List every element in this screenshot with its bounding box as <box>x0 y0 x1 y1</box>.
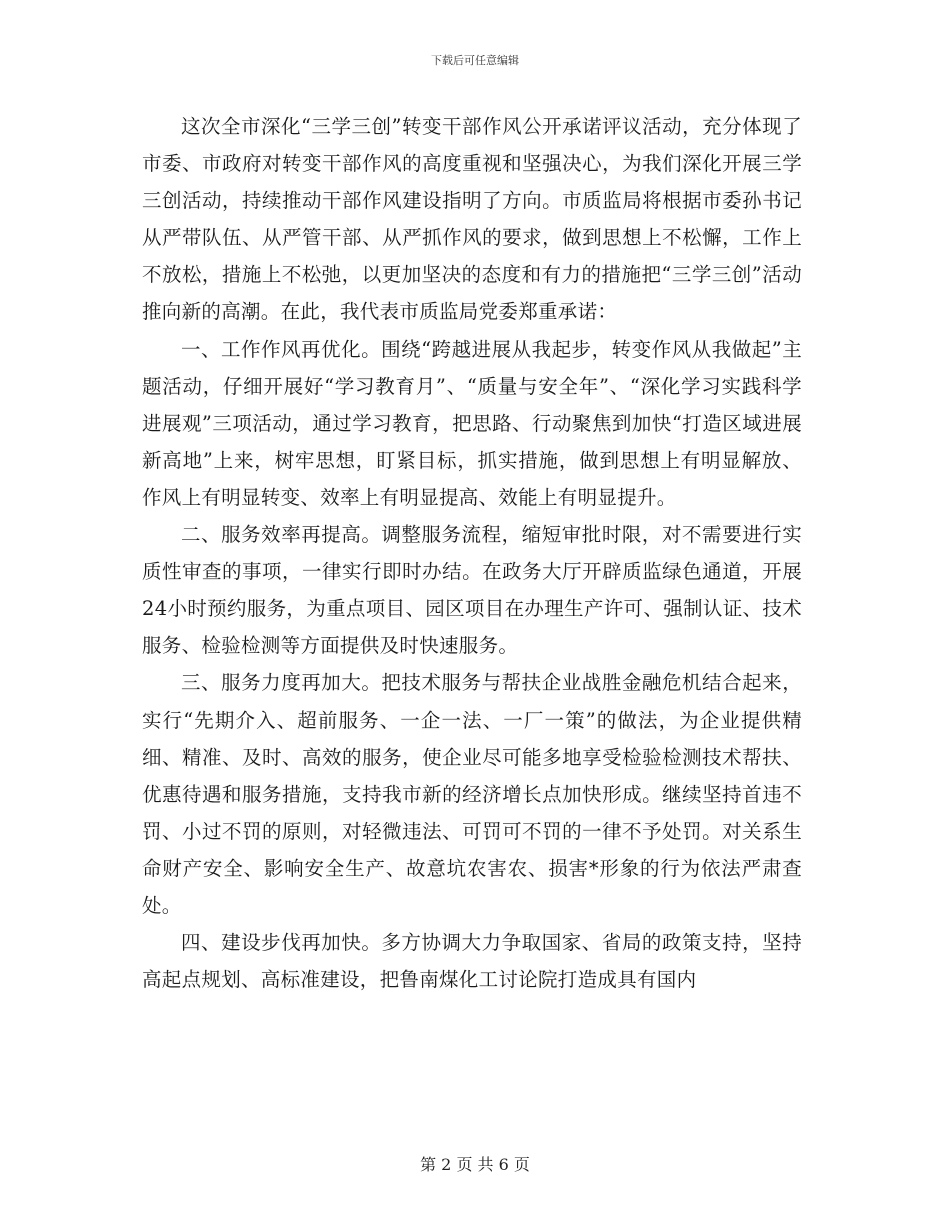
page-header: 下载后可任意编辑 <box>431 54 519 67</box>
paragraph-intro: 这次全市深化“三学三创”转变干部作风公开承诺评议活动，充分体现了市委、市政府对转变干部作风的高度重视和坚强决心，为我们深化开展三学三创活动，持续推动干部作风建设指明了方向。市质监局将根据市委孙书记从严带队伍、从严管干部、从严抓作风的要求，做到思想上不松懈，工作上不放松，措施上不松弛，以更加坚决的态度和有力的措施把“三学三创”活动推向新的高潮。在此，我代表市质监局党委郑重承诺： <box>142 115 802 324</box>
paragraph-item-2: 二、服务效率再提高。调整服务流程，缩短审批时限，对不需要进行实质性审查的事项，一律实行即时办结。在政务大厅开辟质监绿色通道，开展24小时预约服务，为重点项目、园区项目在办理生产许可、强制认证、技术服务、检验检测等方面提供及时快速服务。 <box>142 523 802 658</box>
paragraph-item-3: 三、服务力度再加大。把技术服务与帮扶企业战胜金融危机结合起来，实行“先期介入、超前服务、一企一法、一厂一策”的做法，为企业提供精细、精准、及时、高效的服务，使企业尽可能多地享受检验检测技术帮扶、优惠待遇和服务措施，支持我市新的经济增长点加快形成。继续坚持首违不罚、小过不罚的原则，对轻微违法、可罚可不罚的一律不予处罚。对关系生命财产安全、影响安全生产、故意坑农害农、损害*形象的行为依法严肃查处。 <box>142 671 802 917</box>
paragraph-item-4: 四、建设步伐再加快。多方协调大力争取国家、省局的政策支持，坚持高起点规划、高标准建设，把鲁南煤化工讨论院打造成具有国内 <box>142 931 802 992</box>
paragraph-item-1: 一、工作作风再优化。围绕“跨越进展从我起步，转变作风从我做起”主题活动，仔细开展好“学习教育月”、“质量与安全年”、“深化学习实践科学进展观”三项活动，通过学习教育，把思路、行动聚焦到加快“打造区域进展新高地”上来，树牢思想，盯紧目标，抓实措施，做到思想上有明显解放、作风上有明显转变、效率上有明显提高、效能上有明显提升。 <box>142 337 802 509</box>
document-body <box>142 108 802 998</box>
page-number: 第 2 页 共 6 页 <box>420 1155 530 1174</box>
